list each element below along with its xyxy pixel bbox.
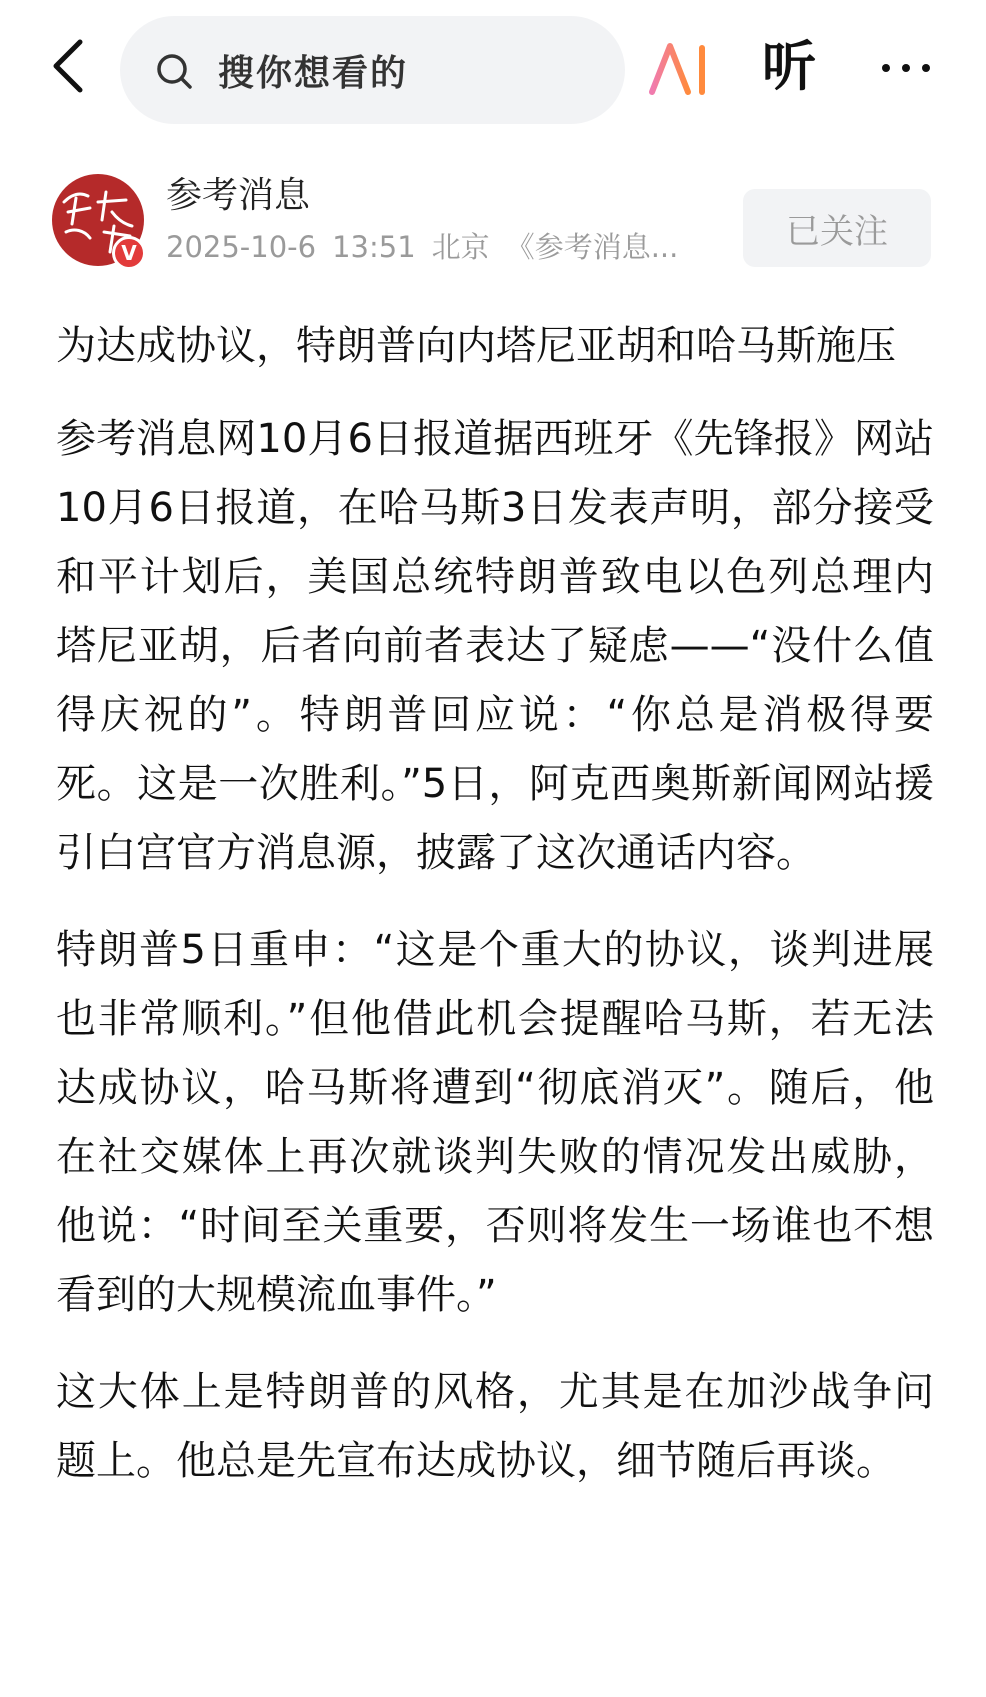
author-name[interactable]: 参考消息 [166, 175, 311, 216]
verified-icon: V [112, 236, 146, 270]
back-button[interactable] [40, 38, 96, 94]
ai-label: AI [648, 42, 649, 43]
article-body [56, 314, 934, 1524]
article-paragraph: 参考消息网10月6日报道据西班牙《先锋报》网站10月6日报道，在哈马斯3日发表声明，部分接受和平计划后，美国总统特朗普致电以色列总理内塔尼亚胡，后者向前者表达了疑虑——“没什么值得庆祝的”。特朗普回应说：“你总是消极得要死。这是一次胜利。”5日，阿克西奥斯新闻网站援引白宫官方消息源，披露了这次通话内容。 [56, 416, 934, 876]
search-input[interactable] [120, 16, 625, 124]
listen-button[interactable]: 听 [762, 35, 816, 98]
post-time: 13:51 [332, 232, 416, 264]
post-date: 2025-10-6 [166, 232, 317, 264]
post-location: 北京 [431, 232, 490, 264]
ai-button[interactable] [648, 42, 712, 96]
more-icon [876, 48, 936, 88]
article-title: 为达成协议，特朗普向内塔尼亚胡和哈马斯施压 [56, 323, 896, 369]
article-paragraph: 特朗普5日重申：“这是个重大的协议，谈判进展也非常顺利。”但他借此机会提醒哈马斯，若无法达成协议，哈马斯将遭到“彻底消灭”。随后，他在社交媒体上再次就谈判失败的情况发出威胁，他说：“时间至关重要，否则将发生一场谁也不想看到的大规模流血事件。” [56, 927, 934, 1318]
more-button[interactable] [876, 48, 936, 88]
top-bar [0, 0, 986, 140]
search-icon [154, 51, 194, 91]
back-arrow-icon [48, 38, 88, 94]
post-source: 《参考消息... [505, 232, 679, 264]
article-paragraph: 这大体上是特朗普的风格，尤其是在加沙战争问题上。他总是先宣布达成协议，细节随后再谈。 [56, 1369, 934, 1484]
ai-icon [648, 42, 712, 96]
follow-button[interactable]: 已关注 [743, 189, 931, 267]
post-meta [166, 232, 706, 264]
search-placeholder: 搜你想看的 [218, 53, 409, 94]
